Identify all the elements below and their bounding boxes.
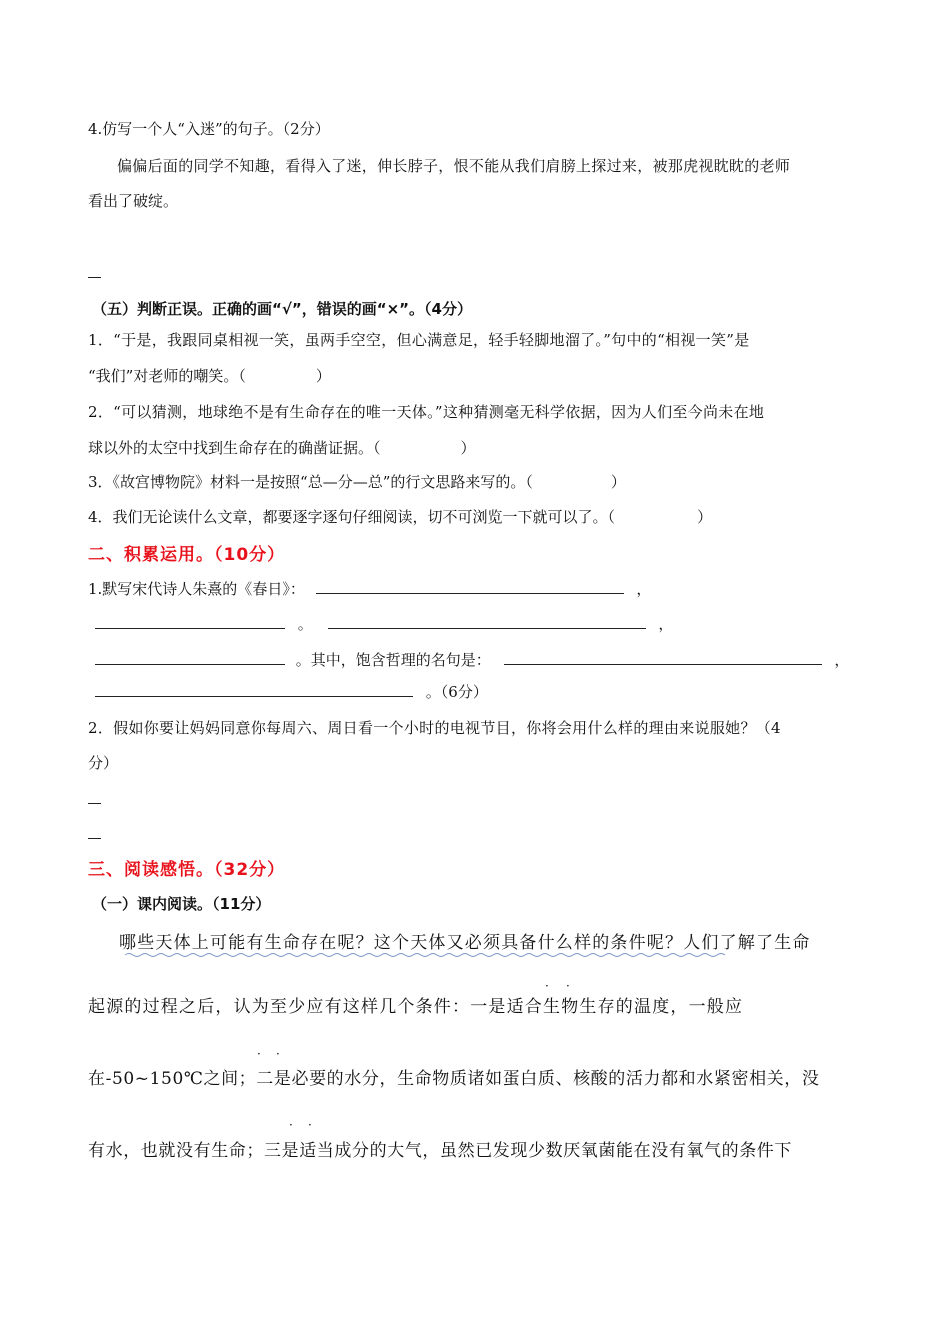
judge-item-1-line1: 1．“于是，我跟同桌相视一笑，虽两手空空，但心满意足，轻手轻脚地溜了。”句中的“相视一笑”是 xyxy=(88,331,750,349)
emphasis-dot: · xyxy=(257,1047,261,1061)
close-paren: ） xyxy=(697,508,713,526)
judge-item-2-line1: 2．“可以猜测，地球绝不是有生命存在的唯一天体。”这种猜测毫无科学依据，因为人们至今尚未在地 xyxy=(88,403,765,421)
answer-line-q2-b[interactable] xyxy=(88,838,101,839)
period: 。 xyxy=(297,615,313,633)
judge-item-3-text: 3．《故宫博物院》材料一是按照“总—分—总”的行文思路来写的。（ xyxy=(88,473,533,491)
section-2-heading: 二、积累运用。（10分） xyxy=(88,545,286,565)
judge-item-3 xyxy=(88,472,626,492)
famous-line-blank-1[interactable] xyxy=(504,650,822,665)
q2-line1: 2．假如你要让妈妈同意你每周六、周日看一个小时的电视节目，你将会用什么样的理由来说服她？（4 xyxy=(88,719,781,737)
judge-item-2-text: 球以外的太空中找到生命存在的确凿证据。（ xyxy=(88,439,381,457)
poem-line-4 xyxy=(95,682,488,702)
reading-paragraph-line-4: 有水，也就没有生命；三是适当成分的大气，虽然已发现少数厌氧菌能在没有氧气的条件下 xyxy=(88,1141,792,1161)
poem-blank-3[interactable] xyxy=(328,614,646,629)
reading-paragraph-line-3: 在-50~150℃之间；二是必要的水分，生命物质诸如蛋白质、核酸的活力都和水紧密相关，没 xyxy=(88,1069,820,1089)
comma: ， xyxy=(636,580,652,598)
famous-line-prompt: 。其中，饱含哲理的名句是： xyxy=(295,651,491,669)
close-paren: ） xyxy=(315,367,331,385)
section-3-heading: 三、阅读感悟。（32分） xyxy=(88,860,286,880)
emphasis-dot: · xyxy=(545,979,549,993)
answer-line-q2-a[interactable] xyxy=(88,803,101,804)
judge-item-2-line2 xyxy=(88,438,476,458)
emphasis-dot: · xyxy=(289,1118,293,1132)
answer-line-q4[interactable] xyxy=(88,277,101,278)
q4-line1: 偏偏后面的同学不知趣，看得入了迷，伸长脖子，恨不能从我们肩膀上探过来，被那虎视眈眈的老师 xyxy=(117,157,791,175)
famous-line-blank-2[interactable] xyxy=(95,682,413,697)
close-paren: ） xyxy=(610,473,626,491)
q4-line2: 看出了破绽。 xyxy=(88,192,179,210)
judge-item-4-text: 4．我们无论读什么文章，都要逐字逐句仔细阅读，切不可浏览一下就可以了。（ xyxy=(88,508,616,526)
poem-line-3 xyxy=(95,650,849,670)
wavy-underline xyxy=(125,952,731,958)
emphasis-dot: · xyxy=(566,979,570,993)
q2-line2: 分） xyxy=(88,754,119,772)
poem-blank-1[interactable] xyxy=(316,579,624,594)
poem-prompt: 1.默写宋代诗人朱熹的《春日》： xyxy=(88,580,305,598)
score-6: 。（6分） xyxy=(425,683,488,701)
poem-blank-4[interactable] xyxy=(95,650,285,665)
emphasis-dot: · xyxy=(308,1118,312,1132)
comma: ， xyxy=(658,615,674,633)
judge-item-1-text: “我们”对老师的嘲笑。（ xyxy=(88,367,246,385)
poem-line-2 xyxy=(95,614,673,634)
close-paren: ） xyxy=(460,439,476,457)
judge-heading: （五）判断正误。正确的画“√”，错误的画“×”。（4分） xyxy=(92,300,472,318)
reading-paragraph-line-1: 哪些天体上可能有生命存在呢？这个天体又必须具备什么样的条件呢？人们了解了生命 xyxy=(119,933,811,953)
emphasis-dot: · xyxy=(276,1047,280,1061)
poem-line-1 xyxy=(88,579,651,599)
comma: ， xyxy=(834,651,850,669)
section-3-subheading: （一）课内阅读。（11分） xyxy=(92,895,271,913)
poem-blank-2[interactable] xyxy=(95,614,285,629)
judge-item-1-line2 xyxy=(88,366,331,386)
q4-title: 4.仿写一个人“入迷”的句子。（2分） xyxy=(88,120,330,138)
judge-item-4 xyxy=(88,507,712,527)
reading-paragraph-line-2: 起源的过程之后，认为至少应有这样几个条件：一是适合生物生存的温度，一般应 xyxy=(88,997,744,1017)
